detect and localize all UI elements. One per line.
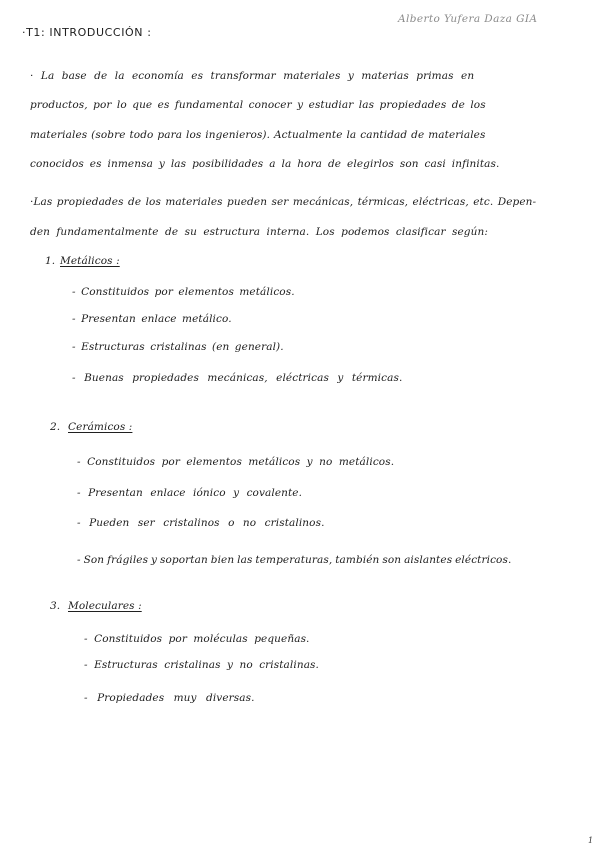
section-2-number: 2. (50, 421, 61, 433)
intro-line-2: productos, por lo que es fundamental conocer y estudiar las propiedades de los (30, 99, 486, 111)
section-1-item-1: - Constituidos por elementos metálicos. (72, 286, 295, 298)
section-3-item-3: - Propiedades muy diversas. (84, 692, 255, 704)
section-3-heading: Moleculares : (68, 600, 142, 612)
section-3-item-2: - Estructuras cristalinas y no cristalinas. (84, 659, 319, 671)
properties-line-2: den fundamentalmente de su estructura interna. Los podemos clasificar según: (30, 226, 488, 238)
section-3-number: 3. (50, 600, 61, 612)
section-1-item-4: - Buenas propiedades mecánicas, eléctricas y térmicas. (72, 372, 403, 384)
section-1-heading: Metálicos : (60, 255, 120, 267)
section-2-heading: Cerámicos : (68, 421, 133, 433)
author-name: Alberto Yufera Daza GIA (398, 13, 538, 25)
section-1-number: 1. (45, 255, 56, 267)
section-2-item-1: - Constituidos por elementos metálicos y no metálicos. (77, 456, 395, 468)
page-title: ·T1: INTRODUCCIÓN : (22, 26, 152, 39)
intro-line-4: conocidos es inmensa y las posibilidades a la hora de elegirlos son casi infinitas. (30, 158, 500, 170)
intro-line-3: materiales (sobre todo para los ingenieros). Actualmente la cantidad de materiales (30, 129, 486, 141)
section-2-item-3: - Pueden ser cristalinos o no cristalinos. (77, 517, 325, 529)
section-2-item-2: - Presentan enlace iónico y covalente. (77, 487, 303, 499)
intro-line-1: · La base de la economía es transformar materiales y materias primas en (30, 70, 475, 82)
section-2-item-4: - Son frágiles y soportan bien las temperaturas, también son aislantes eléctricos. (77, 554, 512, 566)
section-3-item-1: - Constituidos por moléculas pequeñas. (84, 633, 310, 645)
page-number: 1 (588, 836, 594, 845)
properties-line-1: ·Las propiedades de los materiales pueden ser mecánicas, térmicas, eléctricas, etc. Depen- (30, 196, 537, 208)
section-1-item-2: - Presentan enlace metálico. (72, 313, 232, 325)
section-1-item-3: - Estructuras cristalinas (en general). (72, 341, 284, 353)
